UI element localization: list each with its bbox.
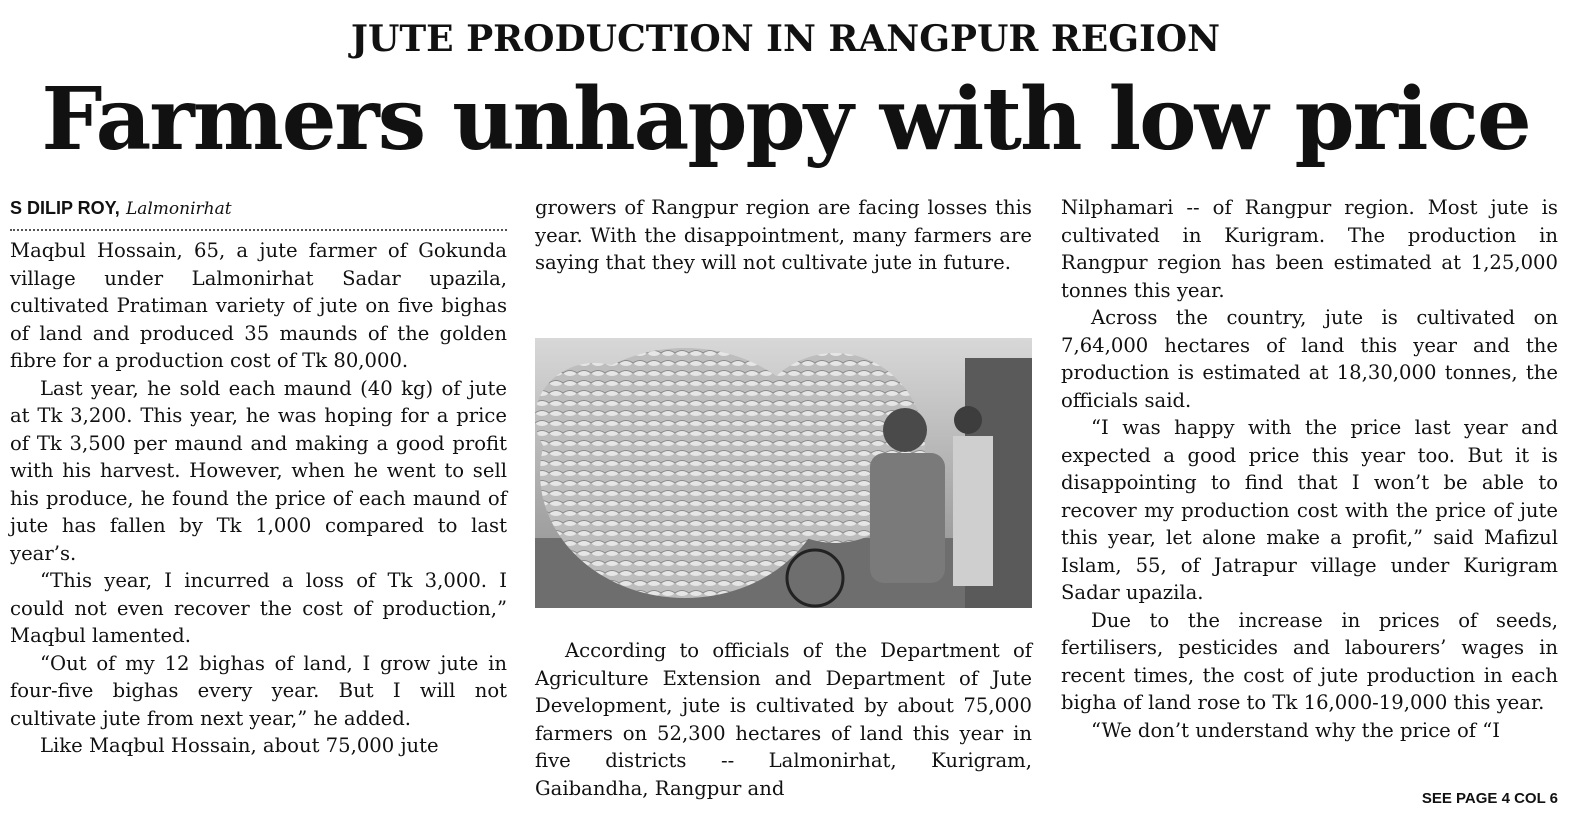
paragraph: “We don’t understand why the price of “I (1091, 718, 1500, 742)
article-column-1 (10, 194, 507, 760)
paragraph: Last year, he sold each maund (40 kg) of jute at Tk 3,200. This year, he was hoping for a price of Tk 3,500 per maund and making a good profit with his harvest. However, when he went to sell his produce, he found the price of each maund of jute has fallen by Tk 1,000 compared to last year’s. (10, 376, 507, 565)
main-headline: Farmers unhappy with low price (41, 69, 1530, 170)
article-column-2-top (535, 194, 1032, 277)
continuation-note: SEE PAGE 4 COL 6 (1421, 790, 1558, 807)
jute-bundles-photo (535, 338, 1032, 608)
paragraph: According to officials of the Department of Agriculture Extension and Department of Jute Development, jute is cultivated by about 75,000 farmers on 52,300 hectares of land this year in five districts -- Lalmonirhat, Kurigram, Gaibandha, Rangpur and (535, 639, 1032, 800)
byline-author: S DILIP ROY, (10, 198, 120, 218)
article-column-3 (1061, 194, 1558, 744)
article-column-2-bottom (535, 637, 1032, 802)
paragraph: growers of Rangpur region are facing losses this year. With the disappointment, many farmers are saying that they will not cultivate jute in future. (535, 196, 1032, 274)
paragraph: Across the country, jute is cultivated on 7,64,000 hectares of land this year and the production is estimated at 18,30,000 tonnes, the officials said. (1061, 306, 1558, 412)
byline (10, 194, 507, 231)
paragraph: “Out of my 12 bighas of land, I grow jute in four-five bighas every year. But I will not cultivate jute from next year,” he added. (10, 651, 507, 730)
paragraph: “This year, I incurred a loss of Tk 3,000. I could not even recover the cost of production,” Maqbul lamented. (10, 569, 507, 647)
byline-location: Lalmonirhat (125, 199, 232, 219)
paragraph: Maqbul Hossain, 65, a jute farmer of Gokunda village under Lalmonirhat Sadar upazila, cultivated Pratiman variety of jute on five bighas of land and produced 35 maunds of the golden fibre for a production cost of Tk 80,000. (10, 239, 507, 372)
news-photo (535, 338, 1032, 608)
paragraph: Nilphamari -- of Rangpur region. Most jute is cultivated in Kurigram. The production in Rangpur region has been estimated at 1,25,000 tonnes this year. (1061, 196, 1558, 302)
paragraph: Like Maqbul Hossain, about 75,000 jute (40, 734, 439, 757)
kicker-headline: JUTE PRODUCTION IN RANGPUR REGION (350, 18, 1221, 60)
paragraph: Due to the increase in prices of seeds, fertilisers, pesticides and labourers’ wages in recent times, the cost of jute production in each bigha of land rose to Tk 16,000-19,000 this year. (1061, 608, 1558, 714)
paragraph: “I was happy with the price last year and expected a good price this year too. But it is disappointing to find that I won’t be able to recover my production cost with the price of jute this year, let alone make a profit,” said Mafizul Islam, 55, of Jatrapur village under Kurigram Sadar upazila. (1061, 416, 1558, 604)
